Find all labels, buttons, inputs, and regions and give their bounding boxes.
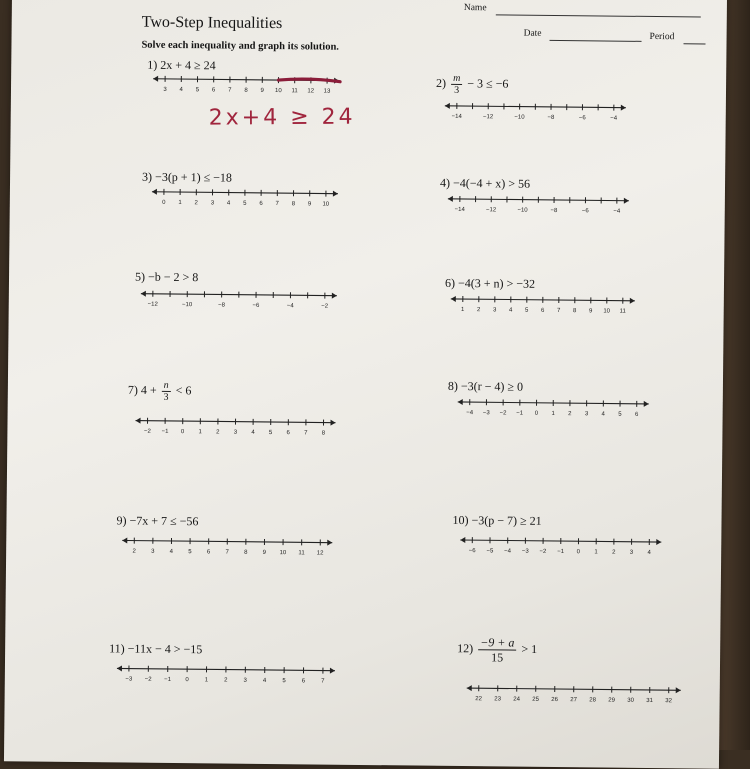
tick-label: 2 [224,678,228,684]
tick-label: 3 [244,678,248,684]
fraction: $\frac{n}{3}$ [162,380,171,403]
problem-number: 1) [147,58,157,72]
left-arrow [458,399,463,405]
tick-label: 9 [263,550,267,556]
tick-label: −1 [162,429,170,435]
problem-number: 12) [457,641,473,655]
left-arrow [117,665,122,671]
left-arrow [136,418,141,424]
tick-label: −10 [182,302,193,308]
solution-shading [278,79,340,82]
tick-label: −10 [514,115,525,121]
tick-label: −2 [321,304,329,310]
tick-label: 4 [263,678,267,684]
problem-expression: −7x + 7 ≤ −56 [129,514,198,529]
tick-label: 6 [287,430,291,436]
tick-label: −6 [579,115,587,121]
tick-label: 9 [589,308,593,314]
tick-label: −2 [145,677,153,683]
tick-label: −6 [252,303,260,309]
number-line-4[interactable] [446,194,631,216]
tick-label: 4 [227,201,231,207]
tick-label: 13 [324,89,331,95]
tick-label: −2 [540,549,548,555]
right-arrow [644,401,649,407]
problem-6 [445,276,535,292]
tick-label: −3 [522,549,530,555]
tick-label: 4 [179,87,183,93]
tick-label: 6 [541,308,545,314]
number-line-10[interactable] [458,535,663,557]
name-line [496,14,701,17]
problem-4 [440,176,530,192]
tick-label: 5 [282,678,286,684]
number-line-1[interactable] [151,74,341,96]
tick-label: 5 [196,87,200,93]
number-line-3[interactable] [150,187,340,209]
tick-label: 7 [225,550,229,556]
tick-label: 12 [317,550,324,556]
problem-1 [147,58,216,74]
tick-label: −4 [504,548,512,554]
tick-label: 28 [589,697,596,703]
tick-label: −8 [547,115,555,121]
tick-label: 8 [292,201,296,207]
tick-label: −4 [466,410,474,416]
left-arrow [152,189,157,195]
period-line [684,43,706,44]
tick-label: −2 [144,429,152,435]
number-line-12[interactable] [465,683,683,705]
tick-label: −14 [452,114,463,120]
tick-label: 2 [477,307,481,313]
date-line [550,40,642,42]
right-arrow [330,420,335,426]
period-label: Period [650,32,675,42]
tick-label: −4 [287,303,295,309]
problem-10 [452,513,541,529]
problem-7: 7) 4 + $\frac{n}{3}$ < 6 [128,380,192,404]
tick-label: 3 [211,200,215,206]
tick-label: 2 [132,549,136,555]
left-arrow [460,537,465,543]
problem-expression: −11x − 4 > −15 [128,642,203,657]
tick-label: 5 [188,549,192,555]
problem-number: 3) [142,170,152,184]
right-arrow [630,298,635,304]
tick-label: 2 [195,200,199,206]
left-arrow [122,537,127,543]
tick-label: 1 [551,411,555,417]
tick-label: 8 [244,550,248,556]
tick-label: 5 [269,430,273,436]
tick-label: 6 [635,412,639,418]
tick-label: −4 [610,116,618,122]
tick-label: 11 [620,309,627,315]
left-arrow [141,291,146,297]
tick-label: −4 [613,209,621,215]
tick-label: 1 [594,549,598,555]
right-arrow [624,198,629,204]
problem-number: 10) [452,513,468,527]
tick-label: 1 [205,677,209,683]
tick-label: −1 [516,411,524,417]
number-line-7[interactable] [133,416,337,438]
tick-label: −12 [483,114,494,120]
tick-label: 3 [234,430,238,436]
tick-label: 30 [627,698,634,704]
tick-label: 7 [276,201,280,207]
problem-expression: −4(3 + n) > −32 [458,276,535,291]
problem-expression: −3(p + 1) ≤ −18 [155,170,232,185]
problem-12: 12) $\frac{-9 + a}{15}$ > 1 [457,635,537,665]
tick-label: 8 [244,88,248,94]
date-label: Date [524,29,542,39]
tick-label: 7 [557,308,561,314]
tick-label: 7 [304,430,308,436]
number-line-9[interactable] [120,535,334,557]
left-arrow [445,103,450,109]
tick-label: 2 [216,429,220,435]
problem-number: 7) [128,383,138,397]
tick-label: 9 [260,88,264,94]
problem-expression: −3(p − 7) ≥ 21 [471,513,541,528]
tick-label: 11 [291,88,298,94]
right-arrow [330,668,335,674]
tick-label: −8 [551,208,559,214]
number-line-5[interactable] [139,289,339,311]
right-arrow [656,539,661,545]
tick-label: −1 [164,677,172,683]
problem-number: 9) [116,513,126,527]
tick-label: 4 [170,549,174,555]
problem-expression: 2x + 4 ≥ 24 [160,58,216,73]
tick-label: −5 [486,548,494,554]
problem-5 [135,270,198,286]
tick-label: −2 [500,410,508,416]
tick-label: −6 [582,208,590,214]
tick-label: 6 [302,678,306,684]
tick-label: 9 [308,201,312,207]
tick-label: 12 [307,88,314,94]
tick-label: 29 [608,698,615,704]
tick-label: −8 [218,302,226,308]
tick-label: 3 [630,550,634,556]
tick-label: −1 [557,549,565,555]
tick-label: 27 [570,697,577,703]
problem-expression: −3(r − 4) ≥ 0 [461,379,523,394]
number-line-6[interactable] [449,294,637,316]
tick-label: 24 [513,697,520,703]
tick-label: 3 [163,87,167,93]
tick-label: 10 [322,202,329,208]
tick-label: −12 [486,207,497,213]
tick-label: 6 [207,549,211,555]
tick-label: −3 [125,677,133,683]
tick-label: 3 [151,549,155,555]
tick-label: 25 [532,697,539,703]
problem-number: 5) [135,270,145,284]
problem-number: 4) [440,176,450,190]
tick-label: 6 [259,201,263,207]
tick-label: 5 [618,412,622,418]
fraction: $\frac{-9 + a}{15}$ [478,635,517,664]
tick-label: 1 [461,307,465,313]
worksheet-page [4,0,727,769]
tick-label: 0 [185,677,189,683]
number-line-2[interactable] [443,101,628,123]
tick-label: 2 [568,411,572,417]
tick-label: −10 [517,208,528,214]
tick-label: 11 [298,550,305,556]
tick-label: 10 [275,88,282,94]
tick-label: 4 [602,411,606,417]
left-arrow [153,76,158,82]
problem-number: 6) [445,276,455,290]
right-arrow [332,293,337,299]
problem-3 [142,170,232,186]
tick-label: 0 [577,549,581,555]
tick-label: 5 [525,308,529,314]
left-arrow [467,685,472,691]
tick-label: 4 [509,307,513,313]
tick-label: 4 [647,550,651,556]
problem-2: 2) $\frac{m}{3}$ − 3 ≤ −6 [436,73,509,97]
tick-label: 8 [573,308,577,314]
tick-label: 2 [612,550,616,556]
tick-label: 1 [199,429,203,435]
tick-label: 4 [251,430,255,436]
problem-11 [109,641,202,657]
tick-label: 3 [585,411,589,417]
tick-label: −6 [469,548,477,554]
problem-expression: −4(−4 + x) > 56 [453,176,530,191]
tick-label: 0 [181,429,185,435]
tick-label: 0 [535,411,539,417]
tick-label: 22 [475,696,482,702]
number-line-11[interactable] [115,663,337,685]
right-arrow [333,191,338,197]
problem-9 [116,513,198,529]
tick-label: 8 [322,431,326,437]
problem-8 [448,379,523,395]
worksheet-instructions: Solve each inequality and graph its solution. [141,40,339,53]
tick-label: 31 [646,698,653,704]
tick-label: 1 [178,200,182,206]
fraction: $\frac{m}{3}$ [451,73,462,96]
left-arrow [448,196,453,202]
right-arrow [621,105,626,111]
problem-number: 11) [109,641,125,655]
tick-label: −14 [455,207,466,213]
tick-label: −3 [483,410,491,416]
worksheet-title: Two-Step Inequalities [142,14,283,33]
right-arrow [327,540,332,546]
tick-label: 5 [243,201,247,207]
tick-label: 23 [494,696,501,702]
problem-number: 2) [436,76,446,90]
tick-label: 7 [228,88,232,94]
right-arrow [676,687,681,693]
handwritten-work: 2x+4 ≥ 24 [209,105,356,131]
number-line-8[interactable] [456,397,651,419]
left-arrow [451,296,456,302]
name-label: Name [464,3,487,13]
tick-label: 26 [551,697,558,703]
tick-label: 32 [665,698,672,704]
tick-label: −12 [148,302,159,308]
tick-label: 6 [212,87,216,93]
tick-label: 7 [321,679,325,685]
problem-expression: −b − 2 > 8 [148,270,198,285]
tick-label: 10 [280,550,287,556]
tick-label: 10 [603,308,610,314]
problem-number: 8) [448,379,458,393]
tick-label: 3 [493,307,497,313]
tick-label: 0 [162,200,166,206]
